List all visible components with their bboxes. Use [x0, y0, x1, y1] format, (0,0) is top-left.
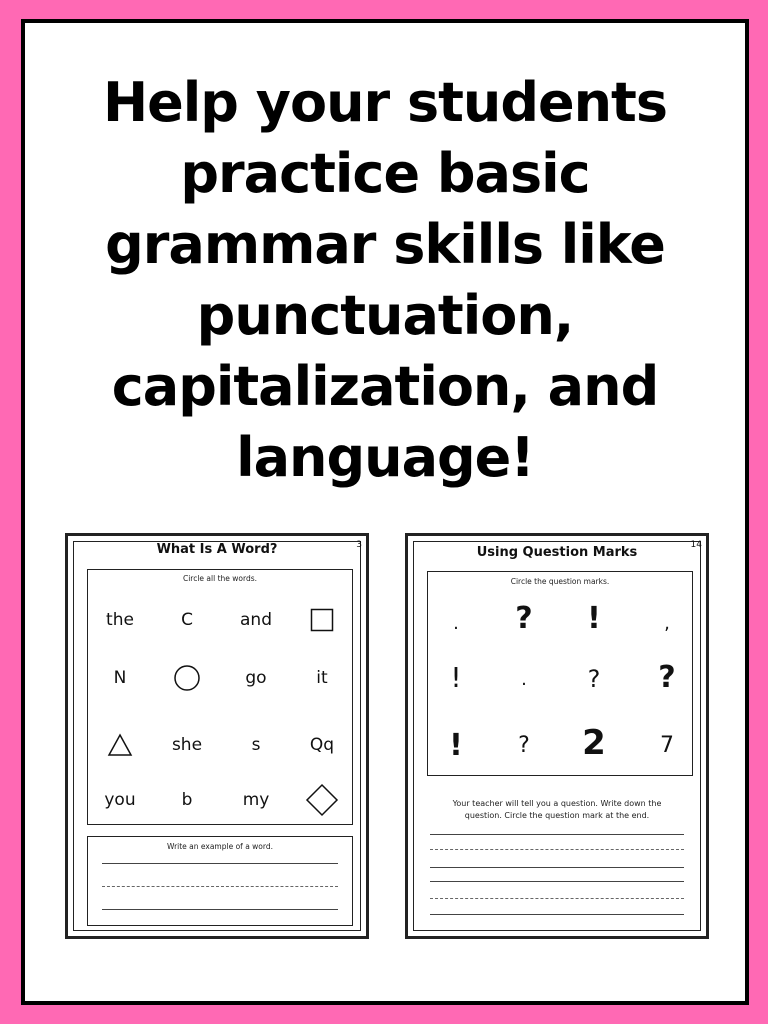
- promo-card: [21, 19, 749, 1005]
- page-number: 3: [356, 540, 362, 550]
- word-item: C: [181, 610, 193, 630]
- writing-dashed-line: [430, 898, 684, 899]
- worksheet-title: Using Question Marks: [476, 545, 638, 560]
- punctuation-item: .: [521, 668, 527, 690]
- writing-line: [430, 881, 684, 882]
- worksheet-using-question-marks: [405, 533, 709, 939]
- page-number: 14: [690, 540, 702, 550]
- punctuation-item: !: [449, 727, 463, 763]
- punctuation-item: 2: [582, 723, 606, 763]
- write-box: [87, 836, 353, 926]
- headline-line-3: grammar skills like: [105, 213, 665, 276]
- punctuation-item: ?: [515, 600, 533, 636]
- writing-line: [102, 909, 338, 910]
- word-box: [87, 569, 353, 825]
- word-item: and: [240, 610, 272, 630]
- word-item: s: [251, 735, 261, 755]
- diamond-icon: [292, 780, 352, 820]
- write-instruction: Write an example of a word.: [167, 842, 273, 851]
- writing-dashed-line: [430, 849, 684, 850]
- triangle-icon: [90, 725, 150, 765]
- punctuation-item: .: [453, 612, 459, 634]
- writing-line: [430, 867, 684, 868]
- circle-icon: [157, 658, 217, 698]
- headline-line-6: language!: [236, 426, 534, 489]
- worksheet-what-is-a-word: [65, 533, 369, 939]
- headline-line-4: punctuation,: [196, 284, 574, 347]
- writing-line: [430, 914, 684, 915]
- punctuation-item: 7: [660, 732, 674, 758]
- worksheet-title: What Is A Word?: [156, 542, 278, 557]
- word-item: she: [171, 735, 203, 755]
- punctuation-item: !: [450, 660, 462, 694]
- square-icon: [292, 600, 352, 640]
- punctuation-item: ,: [664, 612, 670, 634]
- headline-line-2: practice basic: [180, 142, 590, 205]
- punctuation-item: ?: [658, 659, 676, 695]
- word-item: my: [242, 790, 270, 810]
- writing-dashed-line: [102, 886, 338, 887]
- punctuation-item: ?: [587, 665, 601, 693]
- word-item: the: [106, 610, 134, 630]
- word-item: you: [104, 790, 136, 810]
- writing-line: [102, 863, 338, 864]
- word-item: go: [245, 668, 267, 688]
- word-item: N: [113, 668, 127, 688]
- word-item: b: [181, 790, 193, 810]
- headline: [25, 67, 745, 493]
- headline-line-5: capitalization, and: [111, 355, 659, 418]
- prompt-line-1: Your teacher will tell you a question. Write down the: [452, 799, 662, 808]
- punctuation-item: ?: [518, 732, 530, 758]
- question-mark-box: [427, 571, 693, 776]
- word-item: Qq: [309, 735, 335, 755]
- writing-line: [430, 834, 684, 835]
- word-instruction: Circle all the words.: [182, 574, 257, 583]
- word-item: it: [316, 668, 328, 688]
- punctuation-item: !: [587, 600, 601, 636]
- headline-line-1: Help your students: [102, 71, 668, 134]
- prompt-line-2: question. Circle the question mark at the end.: [464, 811, 650, 820]
- question-instruction: Circle the question marks.: [510, 577, 610, 586]
